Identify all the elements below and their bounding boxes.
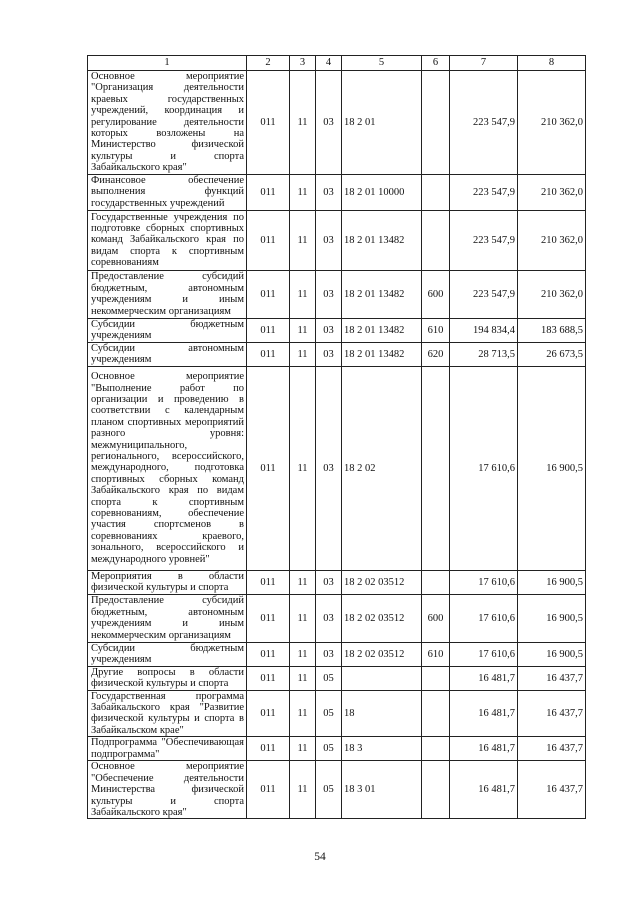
expense-type-cell	[422, 174, 450, 210]
expense-type-cell	[422, 210, 450, 270]
target-article-cell: 18 2 01 10000	[342, 174, 422, 210]
column-header: 8	[518, 56, 586, 71]
target-article-cell: 18 2 01 13482	[342, 318, 422, 342]
subsection-code-cell: 05	[316, 737, 342, 761]
table-row	[88, 666, 586, 690]
subsection-code-cell: 03	[316, 210, 342, 270]
row-name-cell: Основное мероприятие "Выполнение работ по организации и проведению в соответствии с календарным планом спортивных мероприятий разного уровня: межмуниципального, регионального, всероссийского, международного, подготовка спортивных сборных команд Забайкальского края по видам спорта к спортивным соревнованиям, обеспечение участия спортсменов в соревнованиях краевого, зонального, всероссийского и международного уровней"	[88, 366, 247, 570]
subsection-code-cell: 03	[316, 366, 342, 570]
column-header: 1	[88, 56, 247, 71]
table-row	[88, 71, 586, 175]
subsection-code-cell: 03	[316, 342, 342, 366]
expense-type-cell	[422, 690, 450, 737]
row-name-cell: Государственная программа Забайкальского края "Развитие физической культуры и спорта в Забайкальском крае"	[88, 690, 247, 737]
expense-type-cell	[422, 761, 450, 819]
table-row	[88, 342, 586, 366]
column-header: 7	[450, 56, 518, 71]
subsection-code-cell: 03	[316, 570, 342, 594]
section-code-cell: 11	[290, 210, 316, 270]
row-name-cell: Другие вопросы в области физической культуры и спорта	[88, 666, 247, 690]
table-row	[88, 210, 586, 270]
section-code-cell: 11	[290, 570, 316, 594]
table-header-row	[88, 56, 586, 71]
section-code-cell: 11	[290, 666, 316, 690]
row-name-cell: Субсидии автономным учреждениям	[88, 342, 247, 366]
target-article-cell: 18 2 01 13482	[342, 270, 422, 318]
row-name-cell: Государственные учреждения по подготовке сборных спортивных команд Забайкальского края по видам спорта к спортивным соревнованиям	[88, 210, 247, 270]
row-name-cell: Основное мероприятие "Обеспечение деятельности Министерства физической культуры и спорта Забайкальского края"	[88, 761, 247, 819]
amount-year1-cell: 223 547,9	[450, 270, 518, 318]
amount-year1-cell: 17 610,6	[450, 594, 518, 642]
amount-year2-cell: 16 437,7	[518, 666, 586, 690]
table-row	[88, 642, 586, 666]
expense-type-cell	[422, 366, 450, 570]
row-name-cell: Предоставление субсидий бюджетным, автономным учреждениям и иным некоммерческим организациям	[88, 270, 247, 318]
amount-year2-cell: 16 437,7	[518, 690, 586, 737]
section-code-cell: 11	[290, 342, 316, 366]
amount-year2-cell: 16 437,7	[518, 761, 586, 819]
ministry-code-cell: 011	[247, 210, 290, 270]
amount-year1-cell: 17 610,6	[450, 570, 518, 594]
table-row	[88, 594, 586, 642]
table-row	[88, 318, 586, 342]
amount-year1-cell: 17 610,6	[450, 366, 518, 570]
ministry-code-cell: 011	[247, 737, 290, 761]
subsection-code-cell: 03	[316, 270, 342, 318]
row-name-cell: Субсидии бюджетным учреждениям	[88, 642, 247, 666]
ministry-code-cell: 011	[247, 570, 290, 594]
subsection-code-cell: 03	[316, 642, 342, 666]
target-article-cell: 18 2 01 13482	[342, 210, 422, 270]
section-code-cell: 11	[290, 318, 316, 342]
subsection-code-cell: 03	[316, 71, 342, 175]
page-number: 54	[314, 851, 326, 863]
amount-year1-cell: 16 481,7	[450, 737, 518, 761]
table-row	[88, 690, 586, 737]
ministry-code-cell: 011	[247, 666, 290, 690]
expense-type-cell	[422, 666, 450, 690]
table-row	[88, 737, 586, 761]
expense-type-cell	[422, 737, 450, 761]
amount-year2-cell: 26 673,5	[518, 342, 586, 366]
row-name-cell: Мероприятия в области физической культуры и спорта	[88, 570, 247, 594]
table-row	[88, 366, 586, 570]
ministry-code-cell: 011	[247, 71, 290, 175]
amount-year1-cell: 223 547,9	[450, 174, 518, 210]
row-name-cell: Подпрограмма "Обеспечивающая подпрограмма"	[88, 737, 247, 761]
amount-year2-cell: 16 900,5	[518, 570, 586, 594]
ministry-code-cell: 011	[247, 174, 290, 210]
section-code-cell: 11	[290, 71, 316, 175]
amount-year1-cell: 16 481,7	[450, 761, 518, 819]
column-header: 4	[316, 56, 342, 71]
target-article-cell: 18 2 01 13482	[342, 342, 422, 366]
amount-year1-cell: 194 834,4	[450, 318, 518, 342]
section-code-cell: 11	[290, 761, 316, 819]
budget-table	[87, 55, 586, 819]
amount-year1-cell: 223 547,9	[450, 210, 518, 270]
expense-type-cell: 620	[422, 342, 450, 366]
section-code-cell: 11	[290, 737, 316, 761]
target-article-cell: 18 3	[342, 737, 422, 761]
column-header: 3	[290, 56, 316, 71]
amount-year2-cell: 210 362,0	[518, 210, 586, 270]
section-code-cell: 11	[290, 642, 316, 666]
target-article-cell: 18 2 02 03512	[342, 642, 422, 666]
expense-type-cell: 600	[422, 270, 450, 318]
amount-year2-cell: 210 362,0	[518, 71, 586, 175]
amount-year2-cell: 210 362,0	[518, 270, 586, 318]
amount-year2-cell: 210 362,0	[518, 174, 586, 210]
amount-year1-cell: 16 481,7	[450, 666, 518, 690]
amount-year1-cell: 28 713,5	[450, 342, 518, 366]
target-article-cell: 18 2 02	[342, 366, 422, 570]
expense-type-cell	[422, 570, 450, 594]
target-article-cell	[342, 666, 422, 690]
expense-type-cell: 600	[422, 594, 450, 642]
table-row	[88, 570, 586, 594]
amount-year1-cell: 223 547,9	[450, 71, 518, 175]
row-name-cell: Основное мероприятие "Организация деятельности краевых государственных учреждений, координация и регулирование деятельности которых возложены на Министерство физической культуры и спорта Забайкальского края"	[88, 71, 247, 175]
column-header: 5	[342, 56, 422, 71]
amount-year2-cell: 16 900,5	[518, 366, 586, 570]
target-article-cell: 18 2 02 03512	[342, 594, 422, 642]
section-code-cell: 11	[290, 594, 316, 642]
amount-year2-cell: 16 900,5	[518, 642, 586, 666]
expense-type-cell: 610	[422, 318, 450, 342]
subsection-code-cell: 05	[316, 761, 342, 819]
row-name-cell: Субсидии бюджетным учреждениям	[88, 318, 247, 342]
row-name-cell: Предоставление субсидий бюджетным, автономным учреждениям и иным некоммерческим организациям	[88, 594, 247, 642]
section-code-cell: 11	[290, 366, 316, 570]
table-row	[88, 270, 586, 318]
subsection-code-cell: 03	[316, 174, 342, 210]
row-name-cell: Финансовое обеспечение выполнения функций государственных учреждений	[88, 174, 247, 210]
expense-type-cell	[422, 71, 450, 175]
ministry-code-cell: 011	[247, 690, 290, 737]
amount-year2-cell: 16 437,7	[518, 737, 586, 761]
target-article-cell: 18	[342, 690, 422, 737]
section-code-cell: 11	[290, 174, 316, 210]
ministry-code-cell: 011	[247, 366, 290, 570]
subsection-code-cell: 03	[316, 318, 342, 342]
target-article-cell: 18 2 01	[342, 71, 422, 175]
ministry-code-cell: 011	[247, 342, 290, 366]
ministry-code-cell: 011	[247, 761, 290, 819]
column-header: 6	[422, 56, 450, 71]
ministry-code-cell: 011	[247, 594, 290, 642]
amount-year2-cell: 16 900,5	[518, 594, 586, 642]
ministry-code-cell: 011	[247, 642, 290, 666]
subsection-code-cell: 05	[316, 690, 342, 737]
table-row	[88, 174, 586, 210]
amount-year1-cell: 16 481,7	[450, 690, 518, 737]
amount-year1-cell: 17 610,6	[450, 642, 518, 666]
amount-year2-cell: 183 688,5	[518, 318, 586, 342]
subsection-code-cell: 05	[316, 666, 342, 690]
target-article-cell: 18 3 01	[342, 761, 422, 819]
column-header: 2	[247, 56, 290, 71]
section-code-cell: 11	[290, 690, 316, 737]
ministry-code-cell: 011	[247, 270, 290, 318]
section-code-cell: 11	[290, 270, 316, 318]
ministry-code-cell: 011	[247, 318, 290, 342]
subsection-code-cell: 03	[316, 594, 342, 642]
target-article-cell: 18 2 02 03512	[342, 570, 422, 594]
table-row	[88, 761, 586, 819]
expense-type-cell: 610	[422, 642, 450, 666]
